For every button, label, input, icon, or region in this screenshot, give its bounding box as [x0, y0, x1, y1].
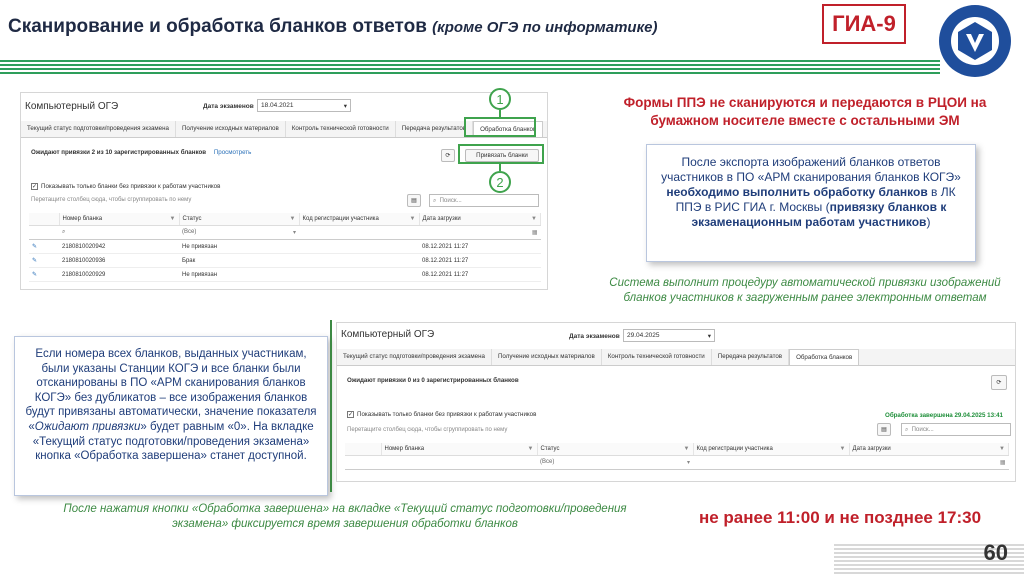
- tab-status[interactable]: Текущий статус подготовки/проведения экзамена: [337, 349, 492, 365]
- group-hint: Перетащите столбец сюда, чтобы сгруппировать по нему: [347, 427, 508, 433]
- left-info-box: Если номера всех бланков, выданных участникам, были указаны Станции КОГЭ и все бланки были отсканированы в ПО «АРМ сканирования бланков КОГЭ» без дубликатов – все изображения бланков будут привязаны автоматически, значение показателя «Ожидают привязки» будет равным «0». На вкладке «Текущий статус подготовки/проведения экзамена» кнопка «Обработка завершена» станет доступной.: [14, 336, 328, 496]
- col-blank-number[interactable]: Номер бланка ▼: [59, 213, 179, 226]
- vertical-divider: [330, 320, 332, 492]
- search-icon: ⌕: [433, 196, 437, 204]
- chevron-down-icon: ▾: [343, 102, 347, 110]
- app-title: Компьютерный ОГЭ: [25, 101, 119, 112]
- blue-info-box: После экспорта изображений бланков ответов участников в ПО «АРМ сканирования бланков КОГЭ» необходимо выполнить обработку бланков в ЛК ППЭ в РИС ГИА г. Москвы (привязку бланков к экзаменационным работам участников): [646, 144, 976, 262]
- date-filter[interactable]: [849, 456, 1009, 470]
- connector-2: [499, 163, 501, 171]
- tab-bar: [337, 349, 1015, 366]
- blanks-table: [345, 443, 1009, 470]
- table-header: [29, 213, 541, 226]
- slide-subtitle: (кроме ОГЭ по информатике): [432, 19, 658, 36]
- filter-row: [345, 456, 1009, 470]
- export-button[interactable]: [877, 423, 891, 436]
- tab-tech-check[interactable]: Контроль технической готовности: [286, 121, 396, 137]
- bottom-green-note: После нажатия кнопки «Обработка завершена» на вкладке «Текущий статус подготовки/проведения экзамена» фиксируется время завершения обработки бланков: [63, 503, 627, 530]
- export-icon: ▤: [411, 197, 417, 204]
- unbound-only-checkbox[interactable]: [31, 183, 220, 190]
- calendar-icon: ▦: [999, 460, 1006, 466]
- filter-icon[interactable]: ▼: [531, 216, 537, 222]
- page-number: 60: [983, 540, 1008, 565]
- tab-materials[interactable]: Получение исходных материалов: [492, 349, 602, 365]
- export-icon: ▤: [881, 426, 887, 433]
- col-status[interactable]: Статус ▼: [537, 443, 693, 456]
- filter-icon[interactable]: ▼: [683, 446, 690, 452]
- exam-date-value: 18.04.2021: [261, 102, 294, 109]
- checkmark-icon: ✓: [348, 412, 354, 418]
- exam-date-select[interactable]: [257, 99, 351, 112]
- code-filter[interactable]: [299, 226, 419, 240]
- table-row[interactable]: ✎ 2180810020929 Не привязан 08.12.2021 11:27: [29, 268, 541, 282]
- highlight-bind-button: [458, 144, 544, 164]
- screenshot-2: [336, 322, 1016, 482]
- exam-date-value: 29.04.2025: [627, 332, 660, 339]
- col-reg-code[interactable]: Код регистрации участника ▼: [693, 443, 849, 456]
- calendar-icon: ▦: [531, 230, 538, 236]
- col-edit: [345, 443, 381, 456]
- search-input[interactable]: [429, 194, 539, 207]
- edit-icon[interactable]: ✎: [32, 272, 38, 278]
- tab-status[interactable]: Текущий статус подготовки/проведения экзамена: [21, 121, 176, 137]
- search-input[interactable]: [901, 423, 1011, 436]
- awaiting-status: [31, 149, 251, 156]
- table-header: [345, 443, 1009, 456]
- col-status[interactable]: Статус ▼: [179, 213, 299, 226]
- tab-blank-processing[interactable]: Обработка бланков: [473, 121, 543, 137]
- col-edit: [29, 213, 59, 226]
- highlight-tab: [464, 117, 536, 137]
- awaiting-text: Ожидают привязки 0 из 0 зарегистрированных бланков: [347, 377, 519, 384]
- number-filter[interactable]: [381, 456, 537, 470]
- checkbox-label: Показывать только бланки без привязки к работам участников: [357, 411, 537, 418]
- red-note-forms: Формы ППЭ не сканируются и передаются в РЦОИ на бумажном носителе вместе с остальными ЭМ: [623, 95, 987, 128]
- bind-blanks-button[interactable]: Привязать бланки: [465, 149, 539, 162]
- view-link[interactable]: Просмотреть: [213, 149, 252, 156]
- col-upload-date[interactable]: Дата загрузки ▼: [849, 443, 1009, 456]
- step-1-marker: 1: [489, 88, 511, 110]
- green-note-system: Система выполнит процедуру автоматической привязки изображений бланков участников к загруженным ранее электронным ответам: [609, 277, 1001, 304]
- search-placeholder: Поиск...: [911, 426, 934, 433]
- connector-1: [499, 110, 501, 118]
- filter-icon[interactable]: ▼: [409, 216, 416, 222]
- slide-title: [8, 16, 658, 38]
- col-reg-code[interactable]: Код регистрации участника ▼: [299, 213, 419, 226]
- app-title: Компьютерный ОГЭ: [341, 329, 435, 340]
- number-filter[interactable]: ⌕: [59, 226, 179, 240]
- edit-icon[interactable]: ✎: [32, 244, 38, 250]
- quality-center-logo: [932, 2, 1018, 80]
- col-upload-date[interactable]: Дата загрузки ▼: [419, 213, 541, 226]
- checkmark-icon: ✓: [32, 184, 38, 190]
- tab-results[interactable]: Передача результатов: [712, 349, 789, 365]
- chevron-down-icon: ▾: [707, 332, 711, 340]
- tab-results[interactable]: Передача результатов: [396, 121, 473, 137]
- date-label: Дата экзаменов: [203, 103, 254, 110]
- refresh-button[interactable]: [991, 375, 1007, 390]
- checkbox-label: Показывать только бланки без привязки к работам участников: [41, 183, 221, 190]
- filter-icon[interactable]: ▼: [289, 216, 296, 222]
- tab-tech-check[interactable]: Контроль технической готовности: [602, 349, 712, 365]
- search-icon: ⌕: [905, 425, 909, 433]
- awaiting-text: Ожидают привязки 2 из 10 зарегистрированных бланков: [31, 149, 207, 156]
- tab-materials[interactable]: Получение исходных материалов: [176, 121, 286, 137]
- processing-done-status: Обработка завершена 29.04.2025 13:41: [885, 412, 1003, 419]
- refresh-icon: ⟳: [445, 152, 451, 159]
- filter-icon[interactable]: ▼: [839, 446, 846, 452]
- time-range-note: не ранее 11:00 и не позднее 17:30: [698, 508, 982, 527]
- step-2-marker: 2: [489, 171, 511, 193]
- gia-badge: ГИА-9: [822, 4, 906, 44]
- edit-icon[interactable]: ✎: [32, 258, 38, 264]
- tab-blank-processing[interactable]: Обработка бланков: [789, 349, 859, 365]
- status-filter[interactable]: (Все) ▾: [537, 456, 693, 470]
- date-label: Дата экзаменов: [569, 333, 620, 340]
- group-hint: Перетащите столбец сюда, чтобы сгруппировать по нему: [31, 197, 192, 203]
- filter-icon[interactable]: ▼: [169, 216, 176, 222]
- awaiting-status: [347, 377, 519, 384]
- table-row[interactable]: ✎ 2180810020936 Брак 08.12.2021 11:27: [29, 254, 541, 268]
- filter-row: [29, 226, 541, 240]
- refresh-button[interactable]: [441, 149, 455, 162]
- refresh-icon: ⟳: [996, 379, 1002, 386]
- slide-title-text: Сканирование и обработка бланков ответов: [8, 16, 427, 37]
- blanks-table: [29, 213, 541, 282]
- exam-date-select[interactable]: [623, 329, 715, 342]
- status-filter[interactable]: (Все) ▾: [179, 226, 299, 240]
- date-filter[interactable]: [419, 226, 541, 240]
- table-row[interactable]: ✎ 2180810020942 Не привязан 08.12.2021 11:27: [29, 240, 541, 254]
- col-blank-number[interactable]: Номер бланка ▼: [381, 443, 537, 456]
- unbound-only-checkbox[interactable]: [347, 411, 536, 418]
- export-button[interactable]: [407, 194, 421, 207]
- search-placeholder: Поиск...: [439, 197, 462, 204]
- header-stripes: [0, 60, 940, 74]
- code-filter[interactable]: [693, 456, 849, 470]
- filter-icon[interactable]: ▼: [999, 446, 1005, 452]
- filter-icon[interactable]: ▼: [527, 446, 534, 452]
